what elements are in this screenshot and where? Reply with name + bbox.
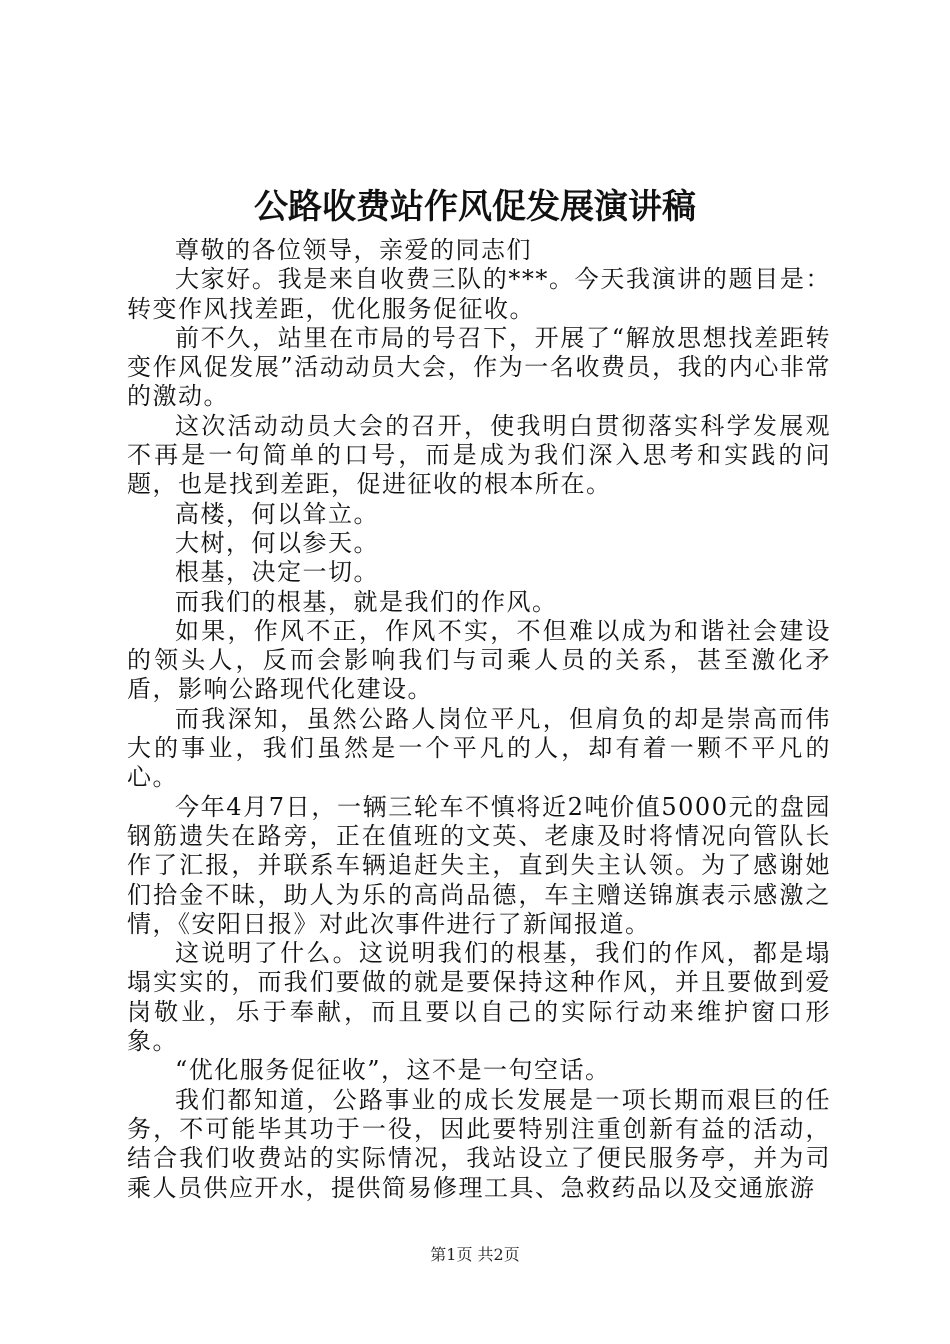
paragraph: 如果，作风不正，作风不实，不但难以成为和谐社会建设的领头人，反而会影响我们与司乘人员的关系，甚至激化矛盾，影响公路现代化建设。 — [127, 616, 831, 704]
paragraph: 前不久，站里在市局的号召下，开展了“解放思想找差距转变作风促发展”活动动员大会，作为一名收费员，我的内心非常的激动。 — [127, 323, 831, 411]
paragraph: 今年4月7日，一辆三轮车不慎将近2吨价值5000元的盘园钢筋遗失在路旁，正在值班的文英、老康及时将情况向管队长作了汇报，并联系车辆追赶失主，直到失主认领。为了感谢她们拾金不昧，助人为乐的高尚品德，车主赠送锦旗表示感激之情，《安阳日报》对此次事件进行了新闻报道。 — [127, 792, 831, 938]
paragraph: “优化服务促征收”，这不是一句空话。 — [175, 1056, 611, 1085]
paragraph: 高楼，何以耸立。 — [175, 499, 379, 528]
paragraph: 我们都知道，公路事业的成长发展是一项长期而艰巨的任务，不可能毕其功于一役，因此要特别注重创新有益的活动，结合我们收费站的实际情况，我站设立了便民服务亭，并为司乘人员供应开水，提供简易修理工具、急救药品以及交通旅游 — [127, 1085, 831, 1202]
paragraph: 大树，何以参天。 — [175, 528, 379, 557]
paragraph: 这说明了什么。这说明我们的根基，我们的作风，都是塌塌实实的，而我们要做的就是要保持这种作风，并且要做到爱岗敬业，乐于奉献，而且要以自己的实际行动来维护窗口形象。 — [127, 939, 831, 1056]
paragraph-salutation: 尊敬的各位领导，亲爱的同志们 — [175, 236, 532, 264]
paragraph: 而我们的根基，就是我们的作风。 — [175, 587, 558, 616]
paragraph: 根基，决定一切。 — [175, 558, 379, 587]
paragraph: 这次活动动员大会的召开，使我明白贯彻落实科学发展观不再是一句简单的口号，而是成为我们深入思考和实践的问题，也是找到差距，促进征收的根本所在。 — [127, 411, 831, 499]
paragraph: 而我深知，虽然公路人岗位平凡，但肩负的却是崇高而伟大的事业，我们虽然是一个平凡的人，却有着一颗不平凡的心。 — [127, 704, 831, 792]
page-number-footer: 第1页 共2页 — [430, 1245, 520, 1264]
document-body — [127, 236, 831, 1203]
document-title: 公路收费站作风促发展演讲稿 — [254, 187, 696, 227]
paragraph-greeting: 大家好。我是来自收费三队的***。今天我演讲的题目是：转变作风找差距，优化服务促征收。 — [127, 265, 831, 323]
